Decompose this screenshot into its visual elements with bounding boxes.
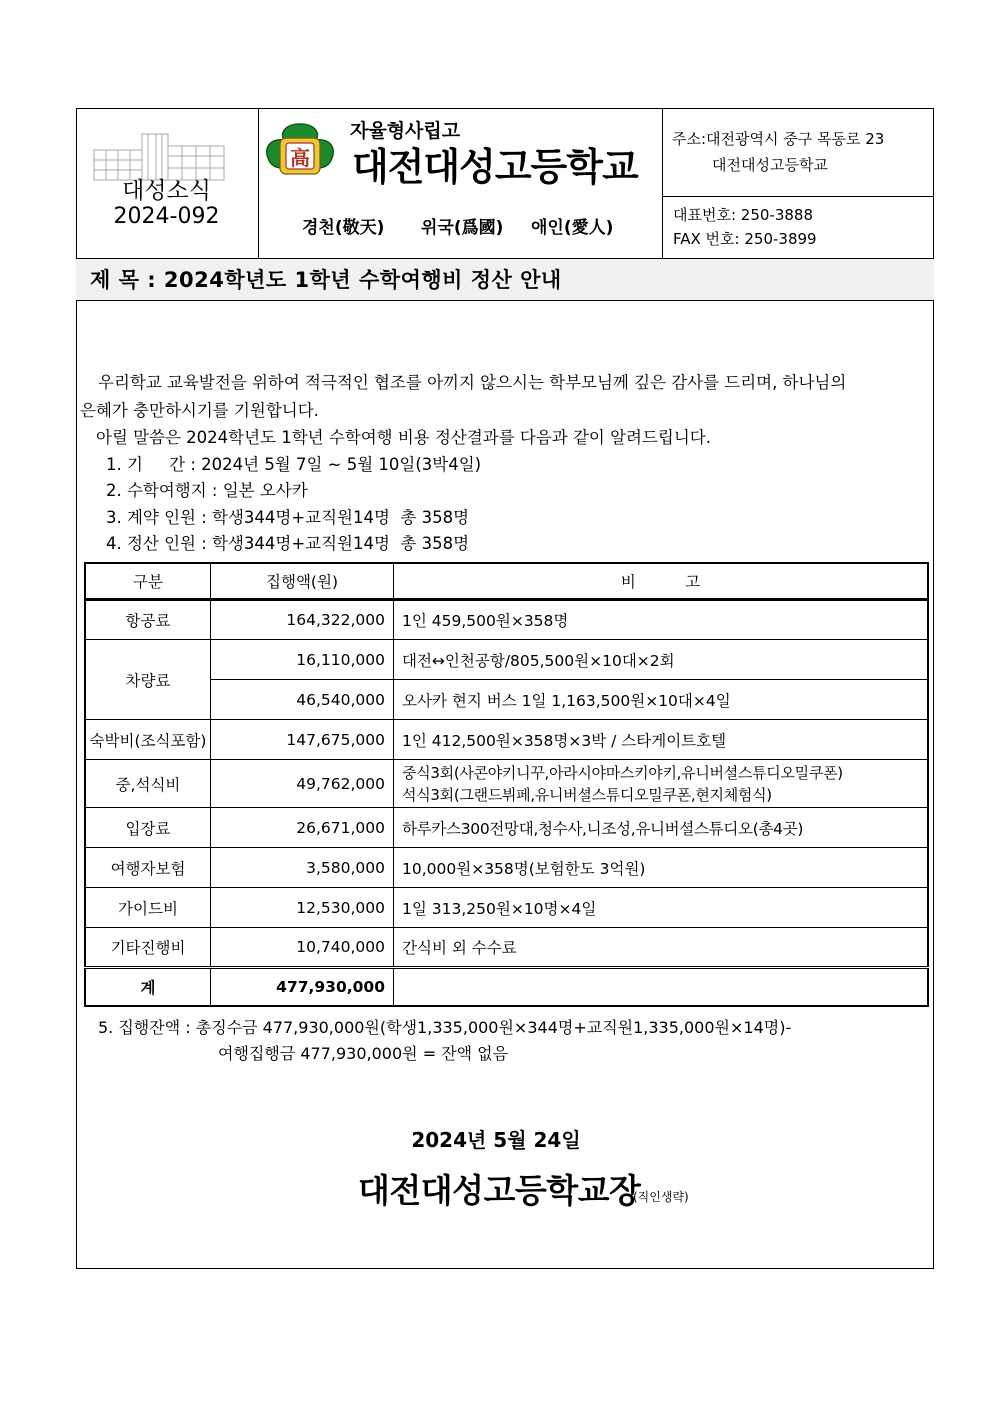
list-item: 3. 계약 인원 : 학생344명+교직원14명 총 358명 — [106, 508, 470, 527]
header-divider — [662, 196, 934, 197]
table-row — [85, 848, 928, 888]
category-cell: 입장료 — [85, 808, 211, 848]
table-row — [85, 808, 928, 848]
amount-cell: 147,675,000 — [211, 720, 394, 760]
list-item: 1. 기 간 : 2024년 5월 7일 ~ 5월 10일(3박4일) — [106, 455, 482, 474]
table-row — [85, 928, 928, 968]
header-divider — [662, 108, 663, 258]
category-cell: 중,석식비 — [85, 760, 211, 808]
motto-item: 애인(愛人) — [531, 218, 614, 238]
motto-item: 경천(敬天) — [302, 218, 385, 238]
table-row — [85, 720, 928, 760]
seal-note: (직인생략) — [633, 1190, 689, 1204]
fax-number: FAX 번호: 250-3899 — [673, 230, 817, 248]
newsletter-number: 2024-092 — [113, 204, 220, 229]
note-line: 석식3회(그랜드뷔페,유니버셜스튜디오밀쿠폰,현지체험식) — [402, 785, 772, 804]
column-header: 구분 — [85, 563, 211, 600]
note-cell: 1인 412,500원×358명×3박 / 스타게이트호텔 — [394, 720, 929, 760]
note-cell: 1인 459,500원×358명 — [394, 600, 929, 640]
category-cell: 기타진행비 — [85, 928, 211, 968]
column-header: 비 고 — [394, 563, 929, 600]
motto-item: 위국(爲國) — [421, 218, 504, 238]
note-cell: 대전↔인천공항/805,500원×10대×2회 — [394, 640, 929, 680]
amount-cell: 10,740,000 — [211, 928, 394, 968]
address-line: 대전대성고등학교 — [712, 156, 828, 174]
category-cell: 숙박비(조식포함) — [85, 720, 211, 760]
table-row — [85, 600, 928, 640]
note-line: 중식3회(사콘야키니꾸,아라시야마스키야키,유니버셜스튜디오밀쿠폰) — [402, 763, 843, 782]
table-row — [85, 680, 928, 720]
note-cell: 간식비 외 수수료 — [394, 928, 929, 968]
note-cell: 10,000원×358명(보험한도 3억원) — [394, 848, 929, 888]
list-item: 2. 수학여행지 : 일본 오사카 — [106, 481, 308, 500]
phone-number: 대표번호: 250-3888 — [673, 206, 813, 224]
table-row — [85, 888, 928, 928]
document-date: 2024년 5월 24일 — [411, 1128, 581, 1152]
column-header: 집행액(원) — [211, 563, 394, 600]
amount-cell: 16,110,000 — [211, 640, 394, 680]
newsletter-label: 대성소식 — [122, 178, 211, 204]
total-note-cell — [394, 968, 929, 1007]
table-row — [85, 640, 928, 680]
amount-cell: 164,322,000 — [211, 600, 394, 640]
amount-cell: 26,671,000 — [211, 808, 394, 848]
category-cell: 항공료 — [85, 600, 211, 640]
header-divider — [258, 108, 259, 258]
school-name: 대전대성고등학교 — [352, 145, 638, 189]
total-row — [85, 968, 928, 1007]
table-row — [85, 760, 928, 808]
settlement-table — [84, 562, 929, 1007]
greeting-line: 은혜가 충만하시기를 기원합니다. — [80, 401, 319, 420]
amount-cell: 3,580,000 — [211, 848, 394, 888]
address-line: 주소:대전광역시 중구 목동로 23 — [672, 130, 885, 148]
school-type: 자율형사립고 — [350, 120, 461, 142]
category-cell: 차량료 — [85, 640, 211, 720]
total-amount: 477,930,000 — [211, 968, 394, 1007]
list-item: 4. 정산 인원 : 학생344명+교직원14명 총 358명 — [106, 534, 470, 553]
note-cell: 1일 313,250원×10명×4일 — [394, 888, 929, 928]
amount-cell: 46,540,000 — [211, 680, 394, 720]
amount-cell: 49,762,000 — [211, 760, 394, 808]
balance-line: 5. 집행잔액 : 총징수금 477,930,000원(학생1,335,000원×344명+교직원1,335,000원×14명)- — [98, 1018, 792, 1037]
principal-signature: 대전대성고등학교장 — [358, 1171, 641, 1210]
note-cell: 오사카 현지 버스 1일 1,163,500원×10대×4일 — [394, 680, 929, 720]
document-subject: 제 목 : 2024학년도 1학년 수학여행비 정산 안내 — [90, 268, 562, 292]
table-header-row — [85, 563, 928, 600]
total-label: 계 — [85, 968, 211, 1007]
category-cell: 가이드비 — [85, 888, 211, 928]
amount-cell: 12,530,000 — [211, 888, 394, 928]
greeting-line: 우리학교 교육발전을 위하여 적극적인 협조를 아끼지 않으시는 학부모님께 깊은 감사를 드리며, 하나님의 — [98, 373, 847, 392]
balance-line: 여행집행금 477,930,000원 = 잔액 없음 — [218, 1044, 509, 1063]
logo-character: 高 — [290, 146, 310, 170]
note-cell: 하루카스300전망대,청수사,니조성,유니버셜스튜디오(총4곳) — [394, 808, 929, 848]
note-cell — [394, 760, 929, 808]
intro-line: 아릴 말씀은 2024학년도 1학년 수학여행 비용 정산결과를 다음과 같이 알려드립니다. — [96, 428, 711, 447]
category-cell: 여행자보험 — [85, 848, 211, 888]
